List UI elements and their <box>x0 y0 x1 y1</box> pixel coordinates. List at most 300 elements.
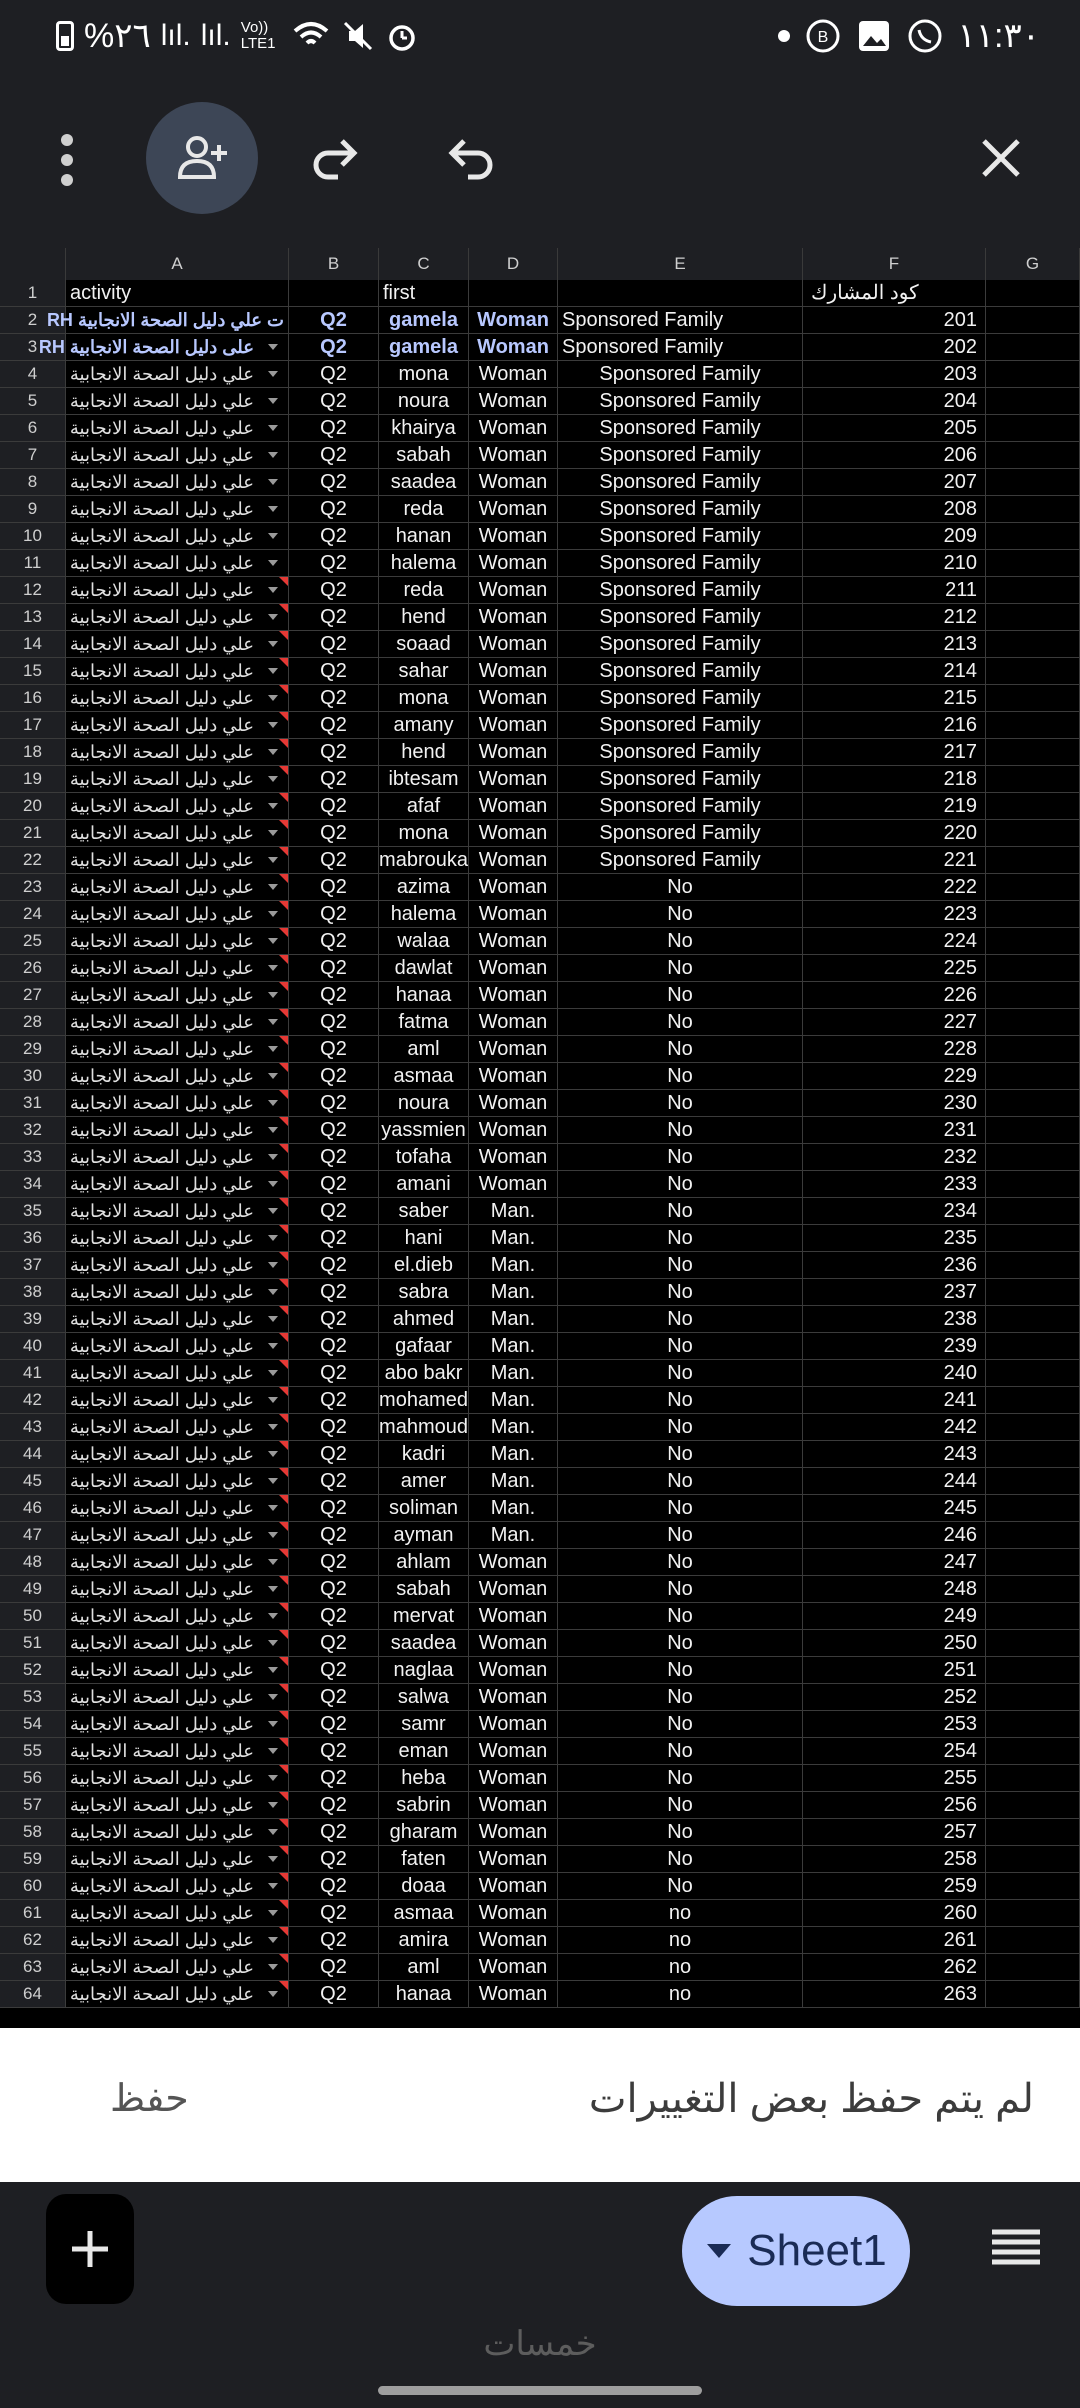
cell-first-name[interactable]: sabrin <box>379 1792 469 1818</box>
cell-first-name[interactable]: halema <box>379 901 469 927</box>
cell-quarter[interactable]: Q2 <box>289 1495 379 1521</box>
cell-gender[interactable]: Woman <box>469 388 558 414</box>
cell-code[interactable]: 241 <box>803 1387 986 1413</box>
cell-status[interactable]: No <box>558 1684 803 1710</box>
cell-gender[interactable]: Woman <box>469 1873 558 1899</box>
cell-gender[interactable]: Woman <box>469 1063 558 1089</box>
cell-code[interactable]: 244 <box>803 1468 986 1494</box>
cell-gender[interactable]: Woman <box>469 1792 558 1818</box>
cell-gender[interactable]: Woman <box>469 334 558 360</box>
row-number[interactable]: 45 <box>0 1468 66 1494</box>
dropdown-arrow-icon[interactable] <box>268 1181 278 1187</box>
cell-code[interactable]: 209 <box>803 523 986 549</box>
cell-activity[interactable] <box>66 604 289 630</box>
cell-first-name[interactable]: mabrouka <box>379 849 468 871</box>
cell-gender[interactable]: Woman <box>469 469 558 495</box>
cell-gender[interactable]: Man. <box>469 1468 558 1494</box>
cell-first-name[interactable]: gafaar <box>379 1333 469 1359</box>
dropdown-arrow-icon[interactable] <box>268 344 278 350</box>
cell-code[interactable]: 255 <box>803 1765 986 1791</box>
cell-quarter[interactable]: Q2 <box>289 1117 379 1143</box>
cell-status[interactable]: Sponsored Family <box>558 658 803 684</box>
redo-button[interactable] <box>300 118 370 198</box>
row-number[interactable]: 10 <box>0 523 66 549</box>
cell-activity[interactable] <box>66 1144 289 1170</box>
cell-first-name[interactable]: ahmed <box>379 1306 469 1332</box>
column-header-e[interactable]: E <box>558 248 803 280</box>
dropdown-arrow-icon[interactable] <box>268 938 278 944</box>
cell-g[interactable] <box>986 334 1080 360</box>
cell-activity[interactable] <box>66 928 289 954</box>
cell-g[interactable] <box>986 1522 1080 1548</box>
cell-gender[interactable]: Man. <box>469 1279 558 1305</box>
cell-quarter[interactable]: Q2 <box>289 685 379 711</box>
cell-g[interactable] <box>986 1171 1080 1197</box>
cell-first-name[interactable]: soaad <box>379 631 469 657</box>
cell-first-name[interactable]: ibtesam <box>379 766 469 792</box>
cell-activity[interactable] <box>66 1225 289 1251</box>
cell-first-name[interactable]: soliman <box>379 1495 469 1521</box>
cell-status[interactable]: No <box>558 955 803 981</box>
cell-quarter[interactable]: Q2 <box>289 307 379 333</box>
cell-code[interactable]: 243 <box>803 1441 986 1467</box>
dropdown-arrow-icon[interactable] <box>268 857 278 863</box>
cell-first-name[interactable]: reda <box>379 577 469 603</box>
cell-gender[interactable]: Woman <box>469 712 558 738</box>
cell-g[interactable] <box>986 496 1080 522</box>
cell-gender[interactable]: Woman <box>469 982 558 1008</box>
cell-first-name[interactable]: sabah <box>379 442 469 468</box>
cell-quarter[interactable]: Q2 <box>289 847 379 873</box>
cell-code[interactable]: 256 <box>803 1792 986 1818</box>
cell-activity[interactable] <box>66 1387 289 1413</box>
cell-first-name[interactable]: asmaa <box>379 1900 469 1926</box>
cell-status[interactable]: Sponsored Family <box>558 793 803 819</box>
row-number[interactable]: 8 <box>0 469 66 495</box>
cell-first-name[interactable]: afaf <box>379 793 469 819</box>
cell-gender[interactable]: Woman <box>469 523 558 549</box>
cell-gender[interactable]: Woman <box>469 1171 558 1197</box>
cell-gender[interactable]: Woman <box>469 658 558 684</box>
cell-status[interactable]: Sponsored Family <box>558 712 803 738</box>
row-number[interactable]: 3 <box>0 334 66 360</box>
cell-gender[interactable]: Woman <box>469 766 558 792</box>
cell-quarter[interactable]: Q2 <box>289 523 379 549</box>
cell-quarter[interactable]: Q2 <box>289 874 379 900</box>
cell-gender[interactable]: Woman <box>469 631 558 657</box>
cell-quarter[interactable]: Q2 <box>289 1900 379 1926</box>
dropdown-arrow-icon[interactable] <box>268 776 278 782</box>
cell-quarter[interactable]: Q2 <box>289 388 379 414</box>
cell-quarter[interactable]: Q2 <box>289 1522 379 1548</box>
cell-activity[interactable] <box>66 1117 289 1143</box>
cell-first-name[interactable]: aml <box>379 1036 469 1062</box>
cell-code[interactable]: 226 <box>803 982 986 1008</box>
cell-activity[interactable] <box>66 577 289 603</box>
cell-quarter[interactable]: Q2 <box>289 1630 379 1656</box>
cell-quarter[interactable]: Q2 <box>289 1981 379 2007</box>
dropdown-arrow-icon[interactable] <box>268 1667 278 1673</box>
cell-activity[interactable] <box>66 1576 289 1602</box>
cell-code[interactable]: 231 <box>803 1117 986 1143</box>
cell-activity[interactable] <box>66 388 289 414</box>
row-number[interactable]: 54 <box>0 1711 66 1737</box>
cell-gender[interactable]: Woman <box>469 442 558 468</box>
row-number[interactable]: 29 <box>0 1036 66 1062</box>
cell-quarter[interactable]: Q2 <box>289 1306 379 1332</box>
cell-first-name[interactable]: mona <box>379 685 469 711</box>
row-number[interactable]: 60 <box>0 1873 66 1899</box>
row-number[interactable]: 48 <box>0 1549 66 1575</box>
cell-g[interactable] <box>986 1927 1080 1953</box>
row-number[interactable]: 32 <box>0 1117 66 1143</box>
cell-code[interactable]: 222 <box>803 874 986 900</box>
dropdown-arrow-icon[interactable] <box>268 695 278 701</box>
row-number[interactable]: 1 <box>0 280 66 306</box>
row-number[interactable]: 27 <box>0 982 66 1008</box>
cell-g[interactable] <box>986 415 1080 441</box>
cell-code[interactable]: 213 <box>803 631 986 657</box>
row-number[interactable]: 16 <box>0 685 66 711</box>
cell-status[interactable]: No <box>558 1225 803 1251</box>
dropdown-arrow-icon[interactable] <box>268 1046 278 1052</box>
row-number[interactable]: 28 <box>0 1009 66 1035</box>
cell-first-name[interactable]: mervat <box>379 1603 469 1629</box>
row-number[interactable]: 63 <box>0 1954 66 1980</box>
cell-status[interactable]: Sponsored Family <box>558 523 803 549</box>
column-header-f[interactable]: F <box>803 248 986 280</box>
cell-gender[interactable]: Woman <box>469 1144 558 1170</box>
cell-status[interactable]: Sponsored Family <box>558 847 803 873</box>
cell-gender[interactable]: Woman <box>469 1927 558 1953</box>
dropdown-arrow-icon[interactable] <box>268 1910 278 1916</box>
cell-g[interactable] <box>986 1873 1080 1899</box>
cell-activity[interactable] <box>66 1549 289 1575</box>
dropdown-arrow-icon[interactable] <box>268 1856 278 1862</box>
row-number[interactable]: 61 <box>0 1900 66 1926</box>
cell-quarter[interactable]: Q2 <box>289 1846 379 1872</box>
cell-status[interactable]: No <box>558 1522 803 1548</box>
row-number[interactable]: 12 <box>0 577 66 603</box>
cell-status[interactable]: Sponsored Family <box>558 550 803 576</box>
cell-activity[interactable] <box>66 1279 289 1305</box>
cell-status[interactable]: Sponsored Family <box>558 685 803 711</box>
dropdown-arrow-icon[interactable] <box>268 1289 278 1295</box>
cell-activity[interactable] <box>66 793 289 819</box>
cell-quarter[interactable]: Q2 <box>289 820 379 846</box>
cell-gender[interactable]: Man. <box>469 1225 558 1251</box>
cell-quarter[interactable]: Q2 <box>289 1387 379 1413</box>
cell-activity[interactable] <box>66 523 289 549</box>
cell-first-header[interactable]: first <box>379 280 469 306</box>
cell-code[interactable]: 201 <box>803 307 986 333</box>
more-options-button[interactable] <box>44 122 90 198</box>
cell-g[interactable] <box>986 523 1080 549</box>
cell-code[interactable]: 210 <box>803 550 986 576</box>
cell-code[interactable]: 206 <box>803 442 986 468</box>
cell-first-name[interactable]: gamela <box>379 334 469 360</box>
add-sheet-button[interactable] <box>46 2194 134 2304</box>
cell-first-name[interactable]: kadri <box>379 1441 469 1467</box>
cell-gender[interactable]: Man. <box>469 1306 558 1332</box>
cell-activity[interactable] <box>66 1684 289 1710</box>
cell-code[interactable]: 216 <box>803 712 986 738</box>
cell-status[interactable]: Sponsored Family <box>558 442 803 468</box>
cell-g[interactable] <box>986 1090 1080 1116</box>
undo-button[interactable] <box>436 118 506 198</box>
cell-status[interactable]: Sponsored Family <box>558 496 803 522</box>
cell-status[interactable]: Sponsored Family <box>558 604 803 630</box>
row-number[interactable]: 43 <box>0 1414 66 1440</box>
cell-g[interactable] <box>986 1711 1080 1737</box>
cell-activity[interactable] <box>66 1954 289 1980</box>
row-number[interactable]: 42 <box>0 1387 66 1413</box>
cell-first-name[interactable]: amira <box>379 1927 469 1953</box>
cell-g[interactable] <box>986 1144 1080 1170</box>
cell-quarter[interactable]: Q2 <box>289 1819 379 1845</box>
cell-code[interactable]: 248 <box>803 1576 986 1602</box>
cell-quarter[interactable]: Q2 <box>289 1009 379 1035</box>
cell-code[interactable]: 253 <box>803 1711 986 1737</box>
cell-first-name[interactable]: fatma <box>379 1009 469 1035</box>
cell-status[interactable]: No <box>558 1279 803 1305</box>
column-header-g[interactable]: G <box>986 248 1080 280</box>
cell-status[interactable]: No <box>558 1873 803 1899</box>
row-number[interactable]: 40 <box>0 1333 66 1359</box>
dropdown-arrow-icon[interactable] <box>268 1127 278 1133</box>
cell-gender[interactable]: Woman <box>469 1900 558 1926</box>
cell-code[interactable]: 263 <box>803 1981 986 2007</box>
cell-status[interactable]: No <box>558 1117 803 1143</box>
dropdown-arrow-icon[interactable] <box>268 1829 278 1835</box>
cell-g[interactable] <box>986 1630 1080 1656</box>
cell-status[interactable]: No <box>558 1738 803 1764</box>
cell-code-header[interactable]: كود المشارك <box>803 280 986 306</box>
dropdown-arrow-icon[interactable] <box>268 641 278 647</box>
cell-status[interactable]: No <box>558 1657 803 1683</box>
cell-activity[interactable] <box>66 1900 289 1926</box>
dropdown-arrow-icon[interactable] <box>268 749 278 755</box>
cell-e-header[interactable] <box>558 280 803 306</box>
cell-gender[interactable]: Woman <box>469 1576 558 1602</box>
cell-quarter[interactable]: Q2 <box>289 1036 379 1062</box>
dropdown-arrow-icon[interactable] <box>268 1640 278 1646</box>
dropdown-arrow-icon[interactable] <box>268 830 278 836</box>
column-header-b[interactable]: B <box>289 248 379 280</box>
cell-quarter[interactable]: Q2 <box>289 1927 379 1953</box>
cell-quarter[interactable]: Q2 <box>289 550 379 576</box>
cell-activity[interactable] <box>66 1306 289 1332</box>
cell-status[interactable]: No <box>558 1009 803 1035</box>
dropdown-arrow-icon[interactable] <box>268 884 278 890</box>
row-number[interactable]: 52 <box>0 1657 66 1683</box>
cell-status[interactable]: Sponsored Family <box>558 361 803 387</box>
cell-d-header[interactable] <box>469 280 558 306</box>
cell-activity[interactable] <box>66 712 289 738</box>
cell-g[interactable] <box>986 1360 1080 1386</box>
cell-code[interactable]: 221 <box>803 847 986 873</box>
row-number[interactable]: 37 <box>0 1252 66 1278</box>
column-header-c[interactable]: C <box>379 248 469 280</box>
cell-status[interactable]: No <box>558 1576 803 1602</box>
cell-code[interactable]: 224 <box>803 928 986 954</box>
dropdown-arrow-icon[interactable] <box>268 1721 278 1727</box>
cell-g[interactable] <box>986 469 1080 495</box>
dropdown-arrow-icon[interactable] <box>268 1451 278 1457</box>
cell-first-name[interactable]: mohamed <box>379 1389 468 1411</box>
cell-activity[interactable] <box>66 1468 289 1494</box>
cell-code[interactable]: 205 <box>803 415 986 441</box>
row-number[interactable]: 44 <box>0 1441 66 1467</box>
cell-code[interactable]: 202 <box>803 334 986 360</box>
row-number[interactable]: 39 <box>0 1306 66 1332</box>
cell-first-name[interactable]: sabra <box>379 1279 469 1305</box>
cell-activity[interactable] <box>66 1333 289 1359</box>
cell-b-header[interactable] <box>289 280 379 306</box>
cell-code[interactable]: 217 <box>803 739 986 765</box>
cell-activity[interactable] <box>66 982 289 1008</box>
cell-g[interactable] <box>986 739 1080 765</box>
cell-quarter[interactable]: Q2 <box>289 442 379 468</box>
cell-g[interactable] <box>986 361 1080 387</box>
dropdown-arrow-icon[interactable] <box>268 1019 278 1025</box>
cell-status[interactable]: No <box>558 1171 803 1197</box>
cell-code[interactable]: 261 <box>803 1927 986 1953</box>
dropdown-arrow-icon[interactable] <box>268 1964 278 1970</box>
cell-status[interactable]: Sponsored Family <box>558 334 803 360</box>
cell-code[interactable]: 260 <box>803 1900 986 1926</box>
row-number[interactable]: 59 <box>0 1846 66 1872</box>
cell-quarter[interactable]: Q2 <box>289 793 379 819</box>
cell-g[interactable] <box>986 1387 1080 1413</box>
cell-quarter[interactable]: Q2 <box>289 1576 379 1602</box>
row-number[interactable]: 23 <box>0 874 66 900</box>
row-number[interactable]: 34 <box>0 1171 66 1197</box>
cell-status[interactable]: No <box>558 1468 803 1494</box>
row-number[interactable]: 24 <box>0 901 66 927</box>
row-number[interactable]: 62 <box>0 1927 66 1953</box>
row-number[interactable]: 57 <box>0 1792 66 1818</box>
cell-status[interactable]: No <box>558 1792 803 1818</box>
save-button[interactable]: حفظ <box>110 2078 189 2120</box>
cell-g[interactable] <box>986 1846 1080 1872</box>
cell-quarter[interactable]: Q2 <box>289 1468 379 1494</box>
dropdown-arrow-icon[interactable] <box>268 506 278 512</box>
cell-activity[interactable] <box>66 631 289 657</box>
cell-first-name[interactable]: salwa <box>379 1684 469 1710</box>
cell-gender[interactable]: Woman <box>469 928 558 954</box>
cell-g[interactable] <box>986 1279 1080 1305</box>
cell-g[interactable] <box>986 982 1080 1008</box>
cell-code[interactable]: 225 <box>803 955 986 981</box>
cell-code[interactable]: 245 <box>803 1495 986 1521</box>
cell-g[interactable] <box>986 1252 1080 1278</box>
cell-gender[interactable]: Woman <box>469 874 558 900</box>
row-number[interactable]: 21 <box>0 820 66 846</box>
cell-status[interactable]: No <box>558 982 803 1008</box>
cell-activity[interactable] <box>66 1252 289 1278</box>
dropdown-arrow-icon[interactable] <box>268 965 278 971</box>
cell-quarter[interactable]: Q2 <box>289 1765 379 1791</box>
cell-status[interactable]: Sponsored Family <box>558 388 803 414</box>
cell-activity[interactable] <box>66 1090 289 1116</box>
cell-activity[interactable] <box>66 415 289 441</box>
row-number[interactable]: 19 <box>0 766 66 792</box>
cell-g[interactable] <box>986 388 1080 414</box>
cell-activity[interactable] <box>66 1063 289 1089</box>
cell-gender[interactable]: Woman <box>469 1981 558 2007</box>
cell-quarter[interactable]: Q2 <box>289 901 379 927</box>
row-number[interactable]: 31 <box>0 1090 66 1116</box>
cell-g[interactable] <box>986 901 1080 927</box>
cell-quarter[interactable]: Q2 <box>289 712 379 738</box>
cell-status[interactable]: No <box>558 1846 803 1872</box>
row-number[interactable]: 53 <box>0 1684 66 1710</box>
cell-status[interactable]: No <box>558 1630 803 1656</box>
cell-g[interactable] <box>986 604 1080 630</box>
cell-activity[interactable] <box>66 1522 289 1548</box>
cell-code[interactable]: 228 <box>803 1036 986 1062</box>
cell-activity[interactable] <box>66 901 289 927</box>
cell-first-name[interactable]: hanan <box>379 523 469 549</box>
cell-first-name[interactable]: sabah <box>379 1576 469 1602</box>
cell-first-name[interactable]: noura <box>379 388 469 414</box>
close-button[interactable] <box>964 120 1038 196</box>
cell-status[interactable]: Sponsored Family <box>558 631 803 657</box>
column-header-d[interactable]: D <box>469 248 558 280</box>
dropdown-arrow-icon[interactable] <box>268 668 278 674</box>
cell-first-name[interactable]: saadea <box>379 469 469 495</box>
cell-quarter[interactable]: Q2 <box>289 658 379 684</box>
cell-quarter[interactable]: Q2 <box>289 577 379 603</box>
cell-g[interactable] <box>986 1819 1080 1845</box>
row-number[interactable]: 30 <box>0 1063 66 1089</box>
all-sheets-button[interactable] <box>988 2220 1044 2276</box>
cell-quarter[interactable]: Q2 <box>289 1279 379 1305</box>
cell-activity[interactable] <box>66 1765 289 1791</box>
dropdown-arrow-icon[interactable] <box>268 1613 278 1619</box>
cell-g[interactable] <box>986 1792 1080 1818</box>
cell-status[interactable]: No <box>558 1603 803 1629</box>
cell-code[interactable]: 258 <box>803 1846 986 1872</box>
cell-code[interactable]: 212 <box>803 604 986 630</box>
row-number[interactable]: 7 <box>0 442 66 468</box>
dropdown-arrow-icon[interactable] <box>268 1397 278 1403</box>
cell-code[interactable]: 215 <box>803 685 986 711</box>
cell-activity[interactable] <box>66 1198 289 1224</box>
row-number[interactable]: 55 <box>0 1738 66 1764</box>
row-number[interactable]: 22 <box>0 847 66 873</box>
dropdown-arrow-icon[interactable] <box>268 371 278 377</box>
cell-status[interactable]: Sponsored Family <box>558 766 803 792</box>
cell-activity[interactable] <box>66 1657 289 1683</box>
cell-gender[interactable]: Woman <box>469 847 558 873</box>
dropdown-arrow-icon[interactable] <box>268 992 278 998</box>
cell-code[interactable]: 251 <box>803 1657 986 1683</box>
cell-activity[interactable] <box>66 496 289 522</box>
cell-gender[interactable]: Woman <box>469 1009 558 1035</box>
cell-status[interactable]: No <box>558 1333 803 1359</box>
cell-activity[interactable] <box>66 1009 289 1035</box>
cell-activity[interactable] <box>66 1711 289 1737</box>
cell-activity[interactable] <box>66 1873 289 1899</box>
row-number[interactable]: 9 <box>0 496 66 522</box>
cell-status[interactable]: No <box>558 1765 803 1791</box>
cell-gender[interactable]: Woman <box>469 901 558 927</box>
cell-activity[interactable] <box>66 1441 289 1467</box>
cell-quarter[interactable]: Q2 <box>289 1414 379 1440</box>
row-number[interactable]: 51 <box>0 1630 66 1656</box>
